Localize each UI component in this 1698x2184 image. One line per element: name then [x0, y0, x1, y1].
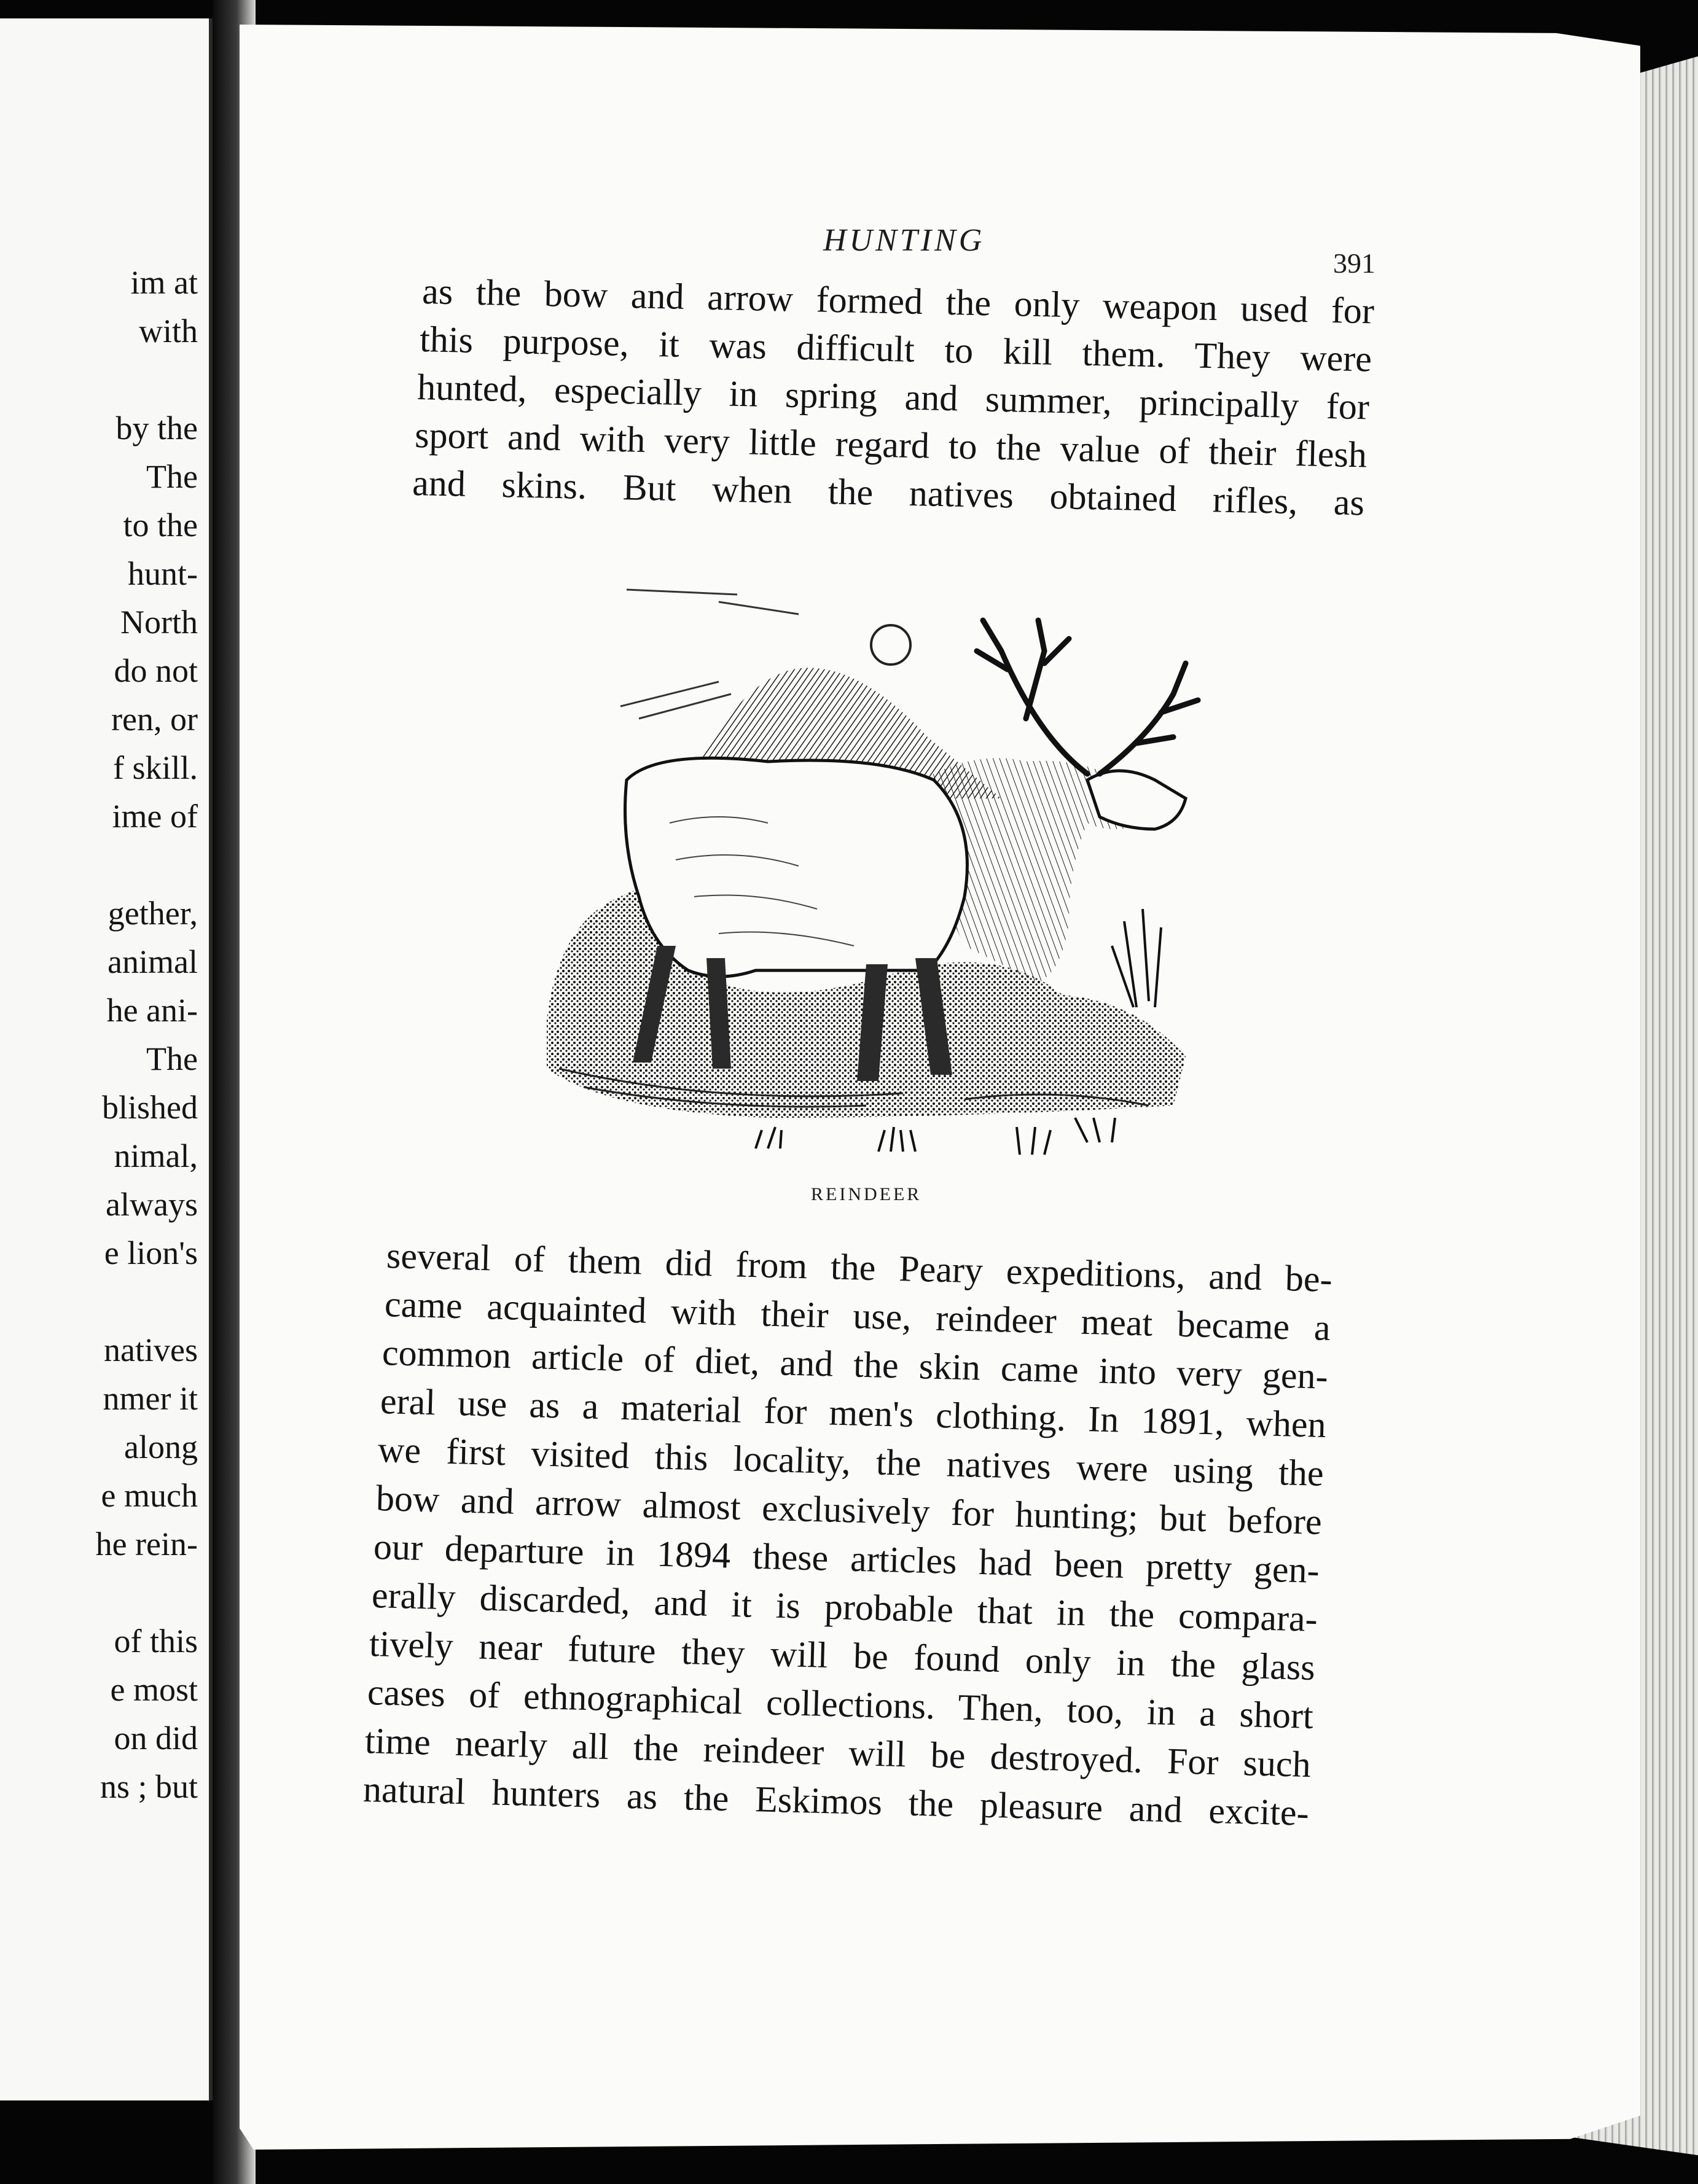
left-page-line: nmer it: [103, 1380, 198, 1417]
body-text-line: tively near future they will be found only in the glass: [369, 1623, 1316, 1688]
left-page-line: by the: [115, 410, 198, 447]
left-page-line: North: [120, 604, 198, 641]
running-head: HUNTING: [823, 223, 985, 258]
left-page-line: ime of: [112, 798, 198, 835]
left-page-line: do not: [114, 652, 198, 689]
body-text-line: came acquainted with their use, reindeer meat became a: [383, 1283, 1331, 1348]
left-page-line: along: [124, 1429, 198, 1465]
body-text-line: sport and with very little regard to the value of their flesh: [414, 414, 1367, 475]
body-text-line: our departure in 1894 these articles had been pretty gen-: [373, 1526, 1320, 1591]
body-text-line: erally discarded, and it is probable that in the compara-: [370, 1574, 1318, 1639]
left-page-line: The: [146, 458, 198, 495]
left-page-line: e much: [101, 1477, 198, 1514]
body-text-line: hunted, especially in spring and summer, principally for: [417, 366, 1370, 427]
left-page-line: always: [106, 1186, 198, 1223]
left-page-line: ns ; but: [100, 1768, 198, 1805]
left-page-line: natives: [104, 1332, 198, 1368]
body-text-line: time nearly all the reindeer will be destroyed. For such: [364, 1720, 1312, 1785]
left-page-line: f skill.: [112, 749, 198, 786]
left-page-line: ren, or: [111, 701, 198, 738]
left-page-line: hunt-: [128, 555, 198, 592]
moon: [871, 625, 910, 665]
left-page-line: e lion's: [104, 1234, 198, 1271]
figure-caption: REINDEER: [811, 1184, 922, 1204]
reindeer-antlers: [977, 620, 1198, 774]
body-text-line: we first visited this locality, the natives were using the: [377, 1429, 1324, 1494]
left-page-line: with: [138, 313, 198, 349]
body-text-line: as the bow and arrow formed the only weapon used for: [421, 270, 1375, 332]
left-page-line: gether,: [108, 895, 198, 932]
left-page-line: on did: [114, 1720, 198, 1757]
body-text-line: and skins. But when the natives obtained rifles, as: [412, 462, 1365, 523]
reindeer-illustration: [534, 577, 1210, 1167]
left-page-line: he ani-: [106, 992, 198, 1029]
body-text-line: natural hunters as the Eskimos the pleasure and excite-: [362, 1768, 1309, 1833]
left-page-line: animal: [108, 943, 198, 980]
body-text-line: several of them did from the Peary expeditions, and be-: [386, 1234, 1333, 1300]
left-page-line: he rein-: [95, 1526, 198, 1562]
left-page-line: of this: [114, 1623, 198, 1659]
body-text-line: cases of ethnographical collections. Then, too, in a short: [366, 1671, 1313, 1736]
left-page-line: im at: [130, 264, 198, 301]
left-page-line: nimal,: [114, 1137, 198, 1174]
left-facing-page: [0, 18, 213, 2100]
left-page-line: to the: [123, 507, 198, 544]
body-text-line: eral use as a material for men's clothing. In 1891, when: [379, 1380, 1326, 1445]
page-number: 391: [1333, 248, 1375, 279]
left-page-line: blished: [102, 1089, 198, 1126]
body-text-line: common article of diet, and the skin came into very gen-: [381, 1332, 1329, 1397]
left-page-line: The: [146, 1040, 198, 1077]
body-text-line: bow and arrow almost exclusively for hunting; but before: [375, 1477, 1322, 1542]
reindeer-body: [625, 758, 968, 977]
body-text-line: this purpose, it was difficult to kill them. They were: [419, 318, 1372, 380]
left-page-line: e most: [110, 1671, 198, 1708]
